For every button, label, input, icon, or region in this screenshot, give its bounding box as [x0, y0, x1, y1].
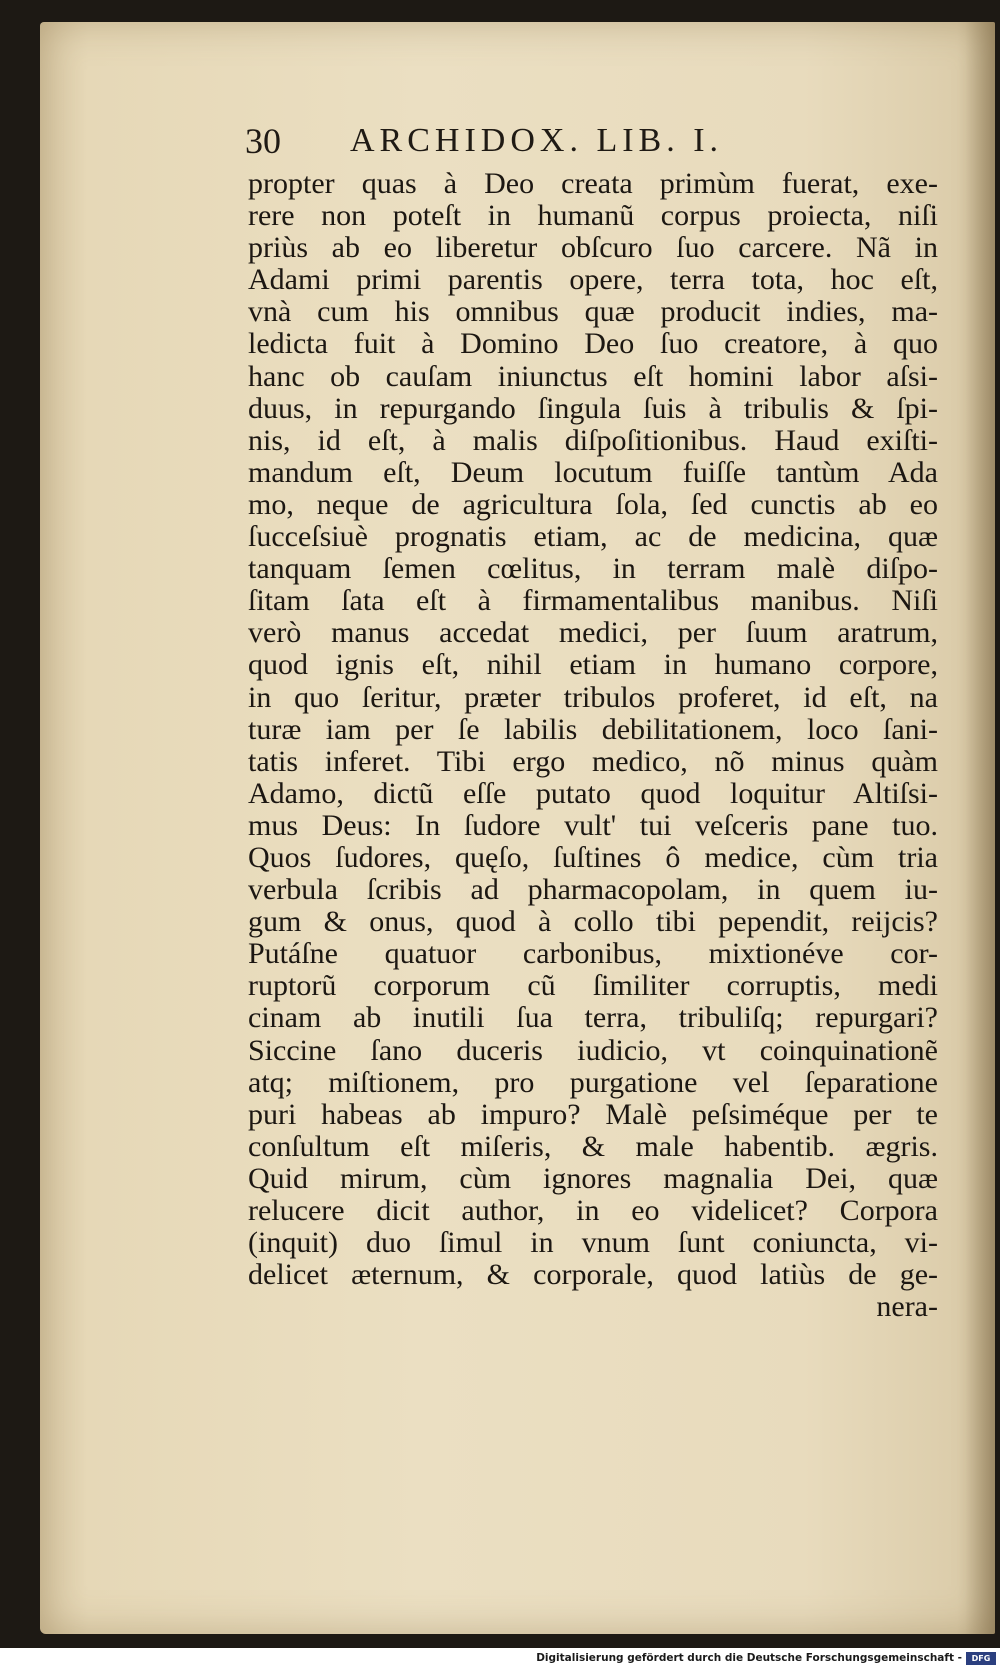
text-line: cinam ab inutili ſua terra, tribuliſq; repurgari?	[248, 1001, 938, 1035]
text-line: Putáſne quatuor carbonibus, mixtionéve cor-	[248, 937, 938, 971]
running-head: ARCHIDOX. LIB. I.	[350, 122, 724, 159]
text-line: ledicta fuit à Domino Deo ſuo creatore, à quo	[248, 327, 938, 361]
text-line: ſitam ſata eſt à firmamentalibus manibus. Niſi	[248, 584, 938, 618]
catchword: nera-	[876, 1290, 938, 1324]
text-line: mandum eſt, Deum locutum fuiſſe tantùm Ada	[248, 455, 938, 489]
text-line: priùs ab eo liberetur obſcuro ſuo carcere. Nã in	[248, 231, 938, 265]
text-line: rere non poteſt in humanũ corpus proiecta, niſi	[248, 199, 938, 233]
text-line: Adami primi parentis opere, terra tota, hoc eſt,	[248, 263, 938, 297]
text-line: verò manus accedat medici, per ſuum aratrum,	[248, 616, 938, 650]
text-line: nis, id eſt, à malis diſpoſitionibus. Haud exiſti-	[248, 423, 938, 457]
text-line: conſultum eſt miſeris, & male habentib. ægris.	[248, 1129, 938, 1163]
text-line: hanc ob cauſam iniunctus eſt homini labor aſsi-	[248, 359, 938, 393]
text-line: propter quas à Deo creata primùm fuerat, exe-	[248, 167, 938, 200]
text-line: (inquit) duo ſimul in vnum ſunt coniuncta, vi-	[248, 1226, 938, 1260]
text-line: Quos ſudores, quęſo, ſuſtines ô medice, cùm tria	[248, 840, 938, 874]
text-line: in quo ſeritur, præter tribulos proferet, id eſt, na	[248, 680, 938, 714]
text-line: turæ iam per ſe labilis debilitationem, loco ſani-	[248, 712, 938, 746]
footer-bar	[0, 1648, 1000, 1669]
text-line: quod ignis eſt, nihil etiam in humano corpore,	[248, 648, 938, 682]
text-line: relucere dicit author, in eo videlicet? Corpora	[248, 1194, 938, 1227]
text-line: ſucceſsiuè prognatis etiam, ac de medicina, quæ	[248, 520, 938, 554]
text-line: mus Deus: In ſudore vult' tui veſceris pane tuo.	[248, 808, 938, 842]
text-line: Siccine ſano duceris iudicio, vt coinquinationẽ	[248, 1033, 938, 1067]
text-line: delicet æternum, & corporale, quod latiùs de ge-	[248, 1258, 938, 1292]
funding-credit: Digitalisierung gefördert durch die Deutsche Forschungsgemeinschaft -	[536, 1652, 962, 1664]
text-line: puri habeas ab impuro? Malè peſsiméque per te	[248, 1097, 938, 1131]
page-number: 30	[245, 121, 281, 161]
dfg-logo-icon[interactable]: DFG	[966, 1652, 996, 1665]
text-line: atq; miſtionem, pro purgatione vel ſeparatione	[248, 1065, 938, 1099]
text-line: tatis inferet. Tibi ergo medico, nõ minus quàm	[248, 744, 938, 778]
text-line: Quid mirum, cùm ignores magnalia Dei, quæ	[248, 1161, 938, 1195]
text-line: ruptorũ corporum cũ ſimiliter corruptis, medi	[248, 969, 938, 1003]
text-line: vnà cum his omnibus quæ producit indies, ma-	[248, 295, 938, 329]
text-line: tanquam ſemen cœlitus, in terram malè diſpo-	[248, 552, 938, 586]
text-line: mo, neque de agricultura ſola, ſed cunctis ab eo	[248, 487, 938, 521]
text-line: duus, in repurgando ſingula ſuis à tribulis & ſpi-	[248, 391, 938, 425]
page-header	[245, 116, 845, 166]
text-line: gum & onus, quod à collo tibi pependit, reijcis?	[248, 905, 938, 939]
body-text	[248, 168, 938, 1323]
text-line: Adamo, dictũ eſſe putato quod loquitur Altiſsi-	[248, 776, 938, 810]
text-line: verbula ſcribis ad pharmacopolam, in quem iu-	[248, 873, 938, 907]
